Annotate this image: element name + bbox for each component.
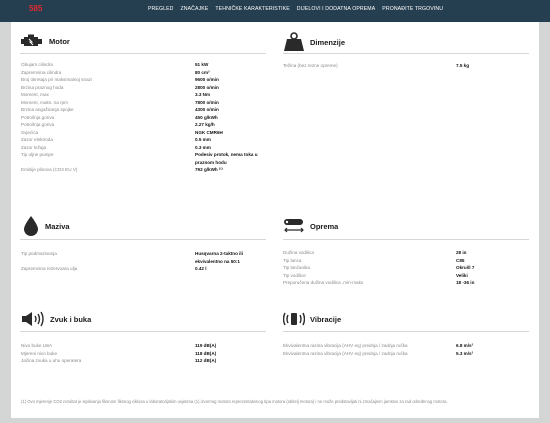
spec-value: 2.27 kg/h xyxy=(195,122,215,127)
spec-label: Tip lanca xyxy=(283,257,302,263)
zvuk-spec-list xyxy=(21,342,271,365)
spec-value: 112 dB(A) xyxy=(195,358,217,363)
brand-model-number[interactable]: 585 xyxy=(29,4,43,13)
spec-label: Moment, maks. na rpm xyxy=(21,99,68,105)
spec-row xyxy=(21,91,271,99)
spec-label: Zapremnina rezervoara ulja xyxy=(21,266,78,271)
engine-icon xyxy=(20,34,44,48)
specifications-card xyxy=(11,22,539,418)
spec-value: Okrušl 7 xyxy=(456,265,475,270)
spec-row xyxy=(21,151,271,166)
spec-label: Tip vodilice xyxy=(283,272,306,278)
spec-label: Tip uljne pumpe xyxy=(21,152,54,157)
spec-row xyxy=(283,350,533,358)
dimenzije-divider xyxy=(283,53,529,54)
spec-label: Tip lančanika xyxy=(283,265,310,270)
spec-label: Ekvivalentna razina vibracija (AHV eq) prednja / zadnja ručka xyxy=(283,350,408,356)
spec-row xyxy=(283,62,533,70)
spec-value: 118 dB(A) xyxy=(195,350,217,356)
spec-row xyxy=(21,166,271,174)
motor-spec-list xyxy=(21,61,271,174)
weight-icon xyxy=(283,32,305,52)
oprema-section-header xyxy=(283,218,338,234)
spec-label: Obujam cilindra xyxy=(21,62,53,67)
top-navigation-bar xyxy=(0,0,550,22)
spec-row xyxy=(21,99,271,107)
spec-value: 6.8 m/s² xyxy=(456,343,474,348)
spec-value: 4300 o/min xyxy=(195,107,219,112)
spec-value: 450 g/kWh xyxy=(195,114,218,120)
spec-label: Zazor elektroda xyxy=(21,137,53,142)
oil-drop-icon xyxy=(22,215,40,237)
spec-row xyxy=(283,272,533,280)
spec-value: 792 g/kWh ⁽¹⁾ xyxy=(195,167,223,172)
maziva-title: Maziva xyxy=(45,221,70,231)
spec-row xyxy=(21,121,271,129)
speaker-icon xyxy=(21,311,45,327)
spec-row xyxy=(21,69,271,77)
nav-link-tehnicke-karakteristike[interactable]: TEHNIČKE KARAKTERISTIKE xyxy=(215,6,290,12)
spec-label: Mjereni nivo buke xyxy=(21,350,58,356)
zvuk-divider xyxy=(20,331,266,332)
spec-row xyxy=(283,249,533,257)
nav-link-znacajke[interactable]: ZNAČAJKE xyxy=(180,6,209,12)
spec-row xyxy=(21,144,271,152)
vibracije-divider xyxy=(283,331,529,332)
spec-value: Veliki xyxy=(456,272,468,278)
spec-value: 51 kW xyxy=(195,62,209,67)
spec-value: 0.3 mm xyxy=(195,144,211,150)
spec-value: 0.42 l xyxy=(195,266,207,271)
co2-footnote: (1) Ovo mjerenje CO2 rezultat je ispitivanja fiksnom fiksnog ciklusa u laboratorijskim uvjetima (1) izvornog motora reprezentativnog tipa motora (obitelj motora) i ne može predstavljati ni zmačajnim jamstvo za rad određenog motora. xyxy=(21,399,448,404)
zvuk-title: Zvuk i buka xyxy=(50,314,92,324)
spec-row xyxy=(21,114,271,122)
spec-row xyxy=(21,76,271,84)
spec-row xyxy=(21,136,271,144)
dimenzije-title: Dimenzije xyxy=(310,37,346,47)
spec-label: Broj okretaja pri maksimalnoj snazi xyxy=(21,77,92,82)
spec-row xyxy=(21,250,271,265)
nav-link-dijelovi[interactable]: DIJELOVI I DODATNA OPREMA xyxy=(296,6,376,12)
spec-label: Jačina zvuka u uhu operatera xyxy=(21,358,82,363)
spec-label: Ekvivalentna razina vibracija (AHV eq) prednja / zadnja ručka xyxy=(283,343,408,348)
spec-row xyxy=(21,342,271,350)
spec-value: 9600 o/min xyxy=(195,77,219,82)
oprema-title: Oprema xyxy=(310,221,339,231)
spec-row xyxy=(283,264,533,272)
spec-row xyxy=(283,257,533,265)
spec-label: Emisije plinova (CO2 EU V) xyxy=(21,167,78,172)
vibracije-spec-list xyxy=(283,342,533,357)
nav-link-pronadite-trgovinu[interactable]: PRONAĐITE TRGOVINU xyxy=(382,6,444,12)
maziva-section-header xyxy=(22,215,70,237)
spec-value: 7.5 kg xyxy=(456,63,470,68)
spec-row xyxy=(283,279,533,287)
maziva-divider xyxy=(20,239,266,240)
spec-value: Podesiv protok, nema toka u praznom hodu xyxy=(195,152,258,165)
spec-value: 0.5 mm xyxy=(195,137,211,142)
spec-value: 7800 o/min xyxy=(195,99,219,105)
spec-value: 80 cm³ xyxy=(195,69,210,75)
vibracije-section-header xyxy=(283,311,341,327)
spec-row xyxy=(21,265,271,273)
nav-link-pregled[interactable]: PREGLED xyxy=(148,6,174,12)
vibracije-title: Vibracije xyxy=(310,314,342,324)
spec-row xyxy=(21,129,271,137)
spec-label: Nivo buke LWA xyxy=(21,343,53,348)
spec-label: Potrošnja goriva xyxy=(21,114,55,120)
maziva-spec-list xyxy=(21,250,271,273)
dimenzije-section-header xyxy=(283,32,345,52)
motor-divider xyxy=(20,53,266,54)
spec-label: Svjećica xyxy=(21,129,39,135)
spec-value: 2800 o/min xyxy=(195,84,219,90)
spec-row xyxy=(21,106,271,114)
motor-title: Motor xyxy=(49,36,70,46)
spec-value: 28 in xyxy=(456,250,467,255)
dimenzije-spec-list xyxy=(283,62,533,70)
spec-label: Zapremnina cilindra xyxy=(21,69,62,75)
spec-value: Husqvarna 2-taktno ili ekvivalentno na 50:1 xyxy=(195,251,243,264)
spec-row xyxy=(21,350,271,358)
main-nav xyxy=(148,6,450,12)
spec-label: Moment, max xyxy=(21,92,49,97)
motor-section-header xyxy=(20,34,70,48)
spec-row xyxy=(21,61,271,69)
spec-value: 18 -36 in xyxy=(456,280,475,285)
spec-label: Težina (bez rezne opreme) xyxy=(283,63,338,68)
spec-label: Potrošnja goriva xyxy=(21,122,55,127)
spec-label: Tip podmazivanja xyxy=(21,251,57,256)
spec-row xyxy=(283,342,533,350)
spec-value: NGK CMR6H xyxy=(195,129,223,135)
spec-value: 5.3 m/s² xyxy=(456,350,474,356)
spec-value: C85 xyxy=(456,257,465,263)
spec-label: Brzina angažiranja spojke xyxy=(21,107,74,112)
spec-label: Zazor ležaja xyxy=(21,144,47,150)
zvuk-section-header xyxy=(21,311,91,327)
oprema-spec-list xyxy=(283,249,533,287)
vibration-icon xyxy=(283,311,305,327)
spec-row xyxy=(21,357,271,365)
spec-value: 3.3 Nm xyxy=(195,92,211,97)
spec-label: Dužina vodilica xyxy=(283,250,314,255)
guide-bar-icon xyxy=(283,218,305,234)
spec-label: Preporučena dužina vodilica ,min-maks xyxy=(283,280,364,285)
spec-row xyxy=(21,84,271,92)
oprema-divider xyxy=(283,239,529,240)
spec-label: Brzina praznog hoda xyxy=(21,84,64,90)
spec-value: 119 dB(A) xyxy=(195,343,217,348)
